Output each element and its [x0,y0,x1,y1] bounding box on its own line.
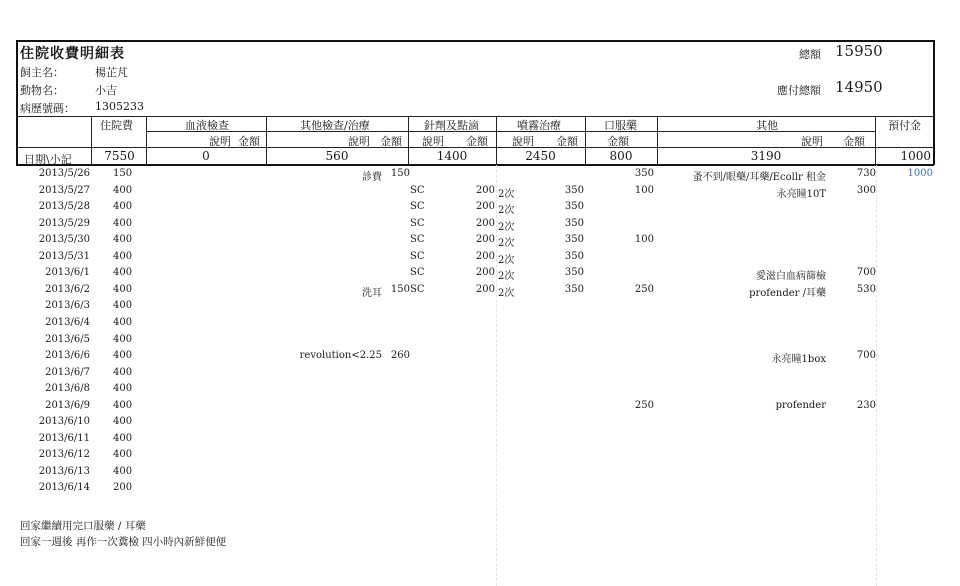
cell-date: 2013/6/6 [45,350,90,362]
subtotal-hosp: 7550 [104,149,135,163]
cell-ne-d: 2次 [498,254,515,266]
cell-in-a: 200 [475,217,495,229]
cell-hosp: 400 [113,416,133,428]
cell-date: 2013/6/10 [38,416,90,428]
cell-date: 2013/6/5 [45,333,90,345]
pet-name: 小吉 [95,84,117,97]
total-value: 15950 [835,42,883,60]
cell-in-d: SC [410,217,425,229]
col-blood-amount: 金額 [238,135,260,148]
cell-mi-d: profender [775,399,826,411]
col-inj-amount: 金額 [466,135,488,148]
payable-label: 應付總額 [777,84,821,97]
cell-mi-d: 永亮瞳10T [776,188,826,200]
cell-ne-a: 350 [564,283,584,295]
cell-ne-a: 350 [564,234,584,246]
subtotal-blood: 0 [202,149,210,163]
cell-hosp: 400 [113,300,133,312]
subtotal-other-exam: 560 [325,149,349,163]
cell-ex-d: 洗耳 [362,287,382,299]
total-label: 總額 [799,48,821,61]
page-title: 住院收費明細表 [20,46,125,62]
cell-hosp: 400 [113,465,133,477]
cell-oral: 100 [634,234,654,246]
cell-mi-d: 蚤不到/眼藥/耳藥/Ecollr 租金 [692,172,826,183]
cell-in-d: SC [410,201,425,213]
cell-ne-d: 2次 [498,287,515,299]
cell-date: 2013/6/1 [45,267,90,279]
pet-label: 動物名： [20,84,64,97]
col-misc: 其他 [756,119,778,132]
col-inj: 針劑及點滴 [424,119,479,132]
cell-in-a: 200 [475,201,495,213]
cell-in-d: SC [410,283,425,295]
cell-mi-d: 永亮瞳1box [771,354,826,366]
cell-ne-d: 2次 [498,238,515,250]
cell-mi-a: 730 [856,168,876,179]
cell-in-a: 200 [475,250,495,262]
cell-ne-a: 350 [564,267,584,279]
col-other-exam: 其他檢查/治療 [300,119,370,132]
cell-ex-d: 診費 [362,172,382,183]
col-other-amount: 金額 [380,135,402,148]
cell-in-d: SC [410,250,425,262]
cell-date: 2013/5/27 [38,184,90,196]
cell-ne-d: 2次 [498,205,515,217]
cell-hosp: 400 [113,184,133,196]
cell-ne-a: 350 [564,217,584,229]
cell-date: 2013/6/9 [45,399,90,411]
cell-ex-a: 150 [390,283,410,295]
cell-date: 2013/5/28 [38,201,90,213]
cell-hosp: 400 [113,350,133,362]
cell-date: 2013/6/12 [38,449,90,461]
cell-mi-a: 700 [856,267,876,279]
col-inj-desc: 說明 [422,135,444,148]
owner-name: 楊芷芃 [95,66,128,79]
col-neb: 噴霧治療 [517,119,561,132]
col-neb-desc: 說明 [512,135,534,148]
cell-mi-d: 愛滋白血病篩檢 [756,271,826,283]
cell-in-d: SC [410,234,425,246]
cell-hosp: 400 [113,432,133,444]
cell-in-a: 200 [475,267,495,279]
cell-date: 2013/5/30 [38,234,90,246]
cell-hosp: 400 [113,366,133,378]
cell-date: 2013/6/13 [38,465,90,477]
cell-pre: 1000 [907,168,933,179]
cell-ne-d: 2次 [498,188,515,200]
cell-date: 2013/6/4 [45,316,90,328]
cell-mi-d: profender /耳藥 [749,287,826,299]
col-misc-desc: 說明 [801,135,823,148]
cell-hosp: 400 [113,201,133,213]
cell-date: 2013/5/29 [38,217,90,229]
cell-ex-d: revolution<2.25 [299,350,382,362]
cell-oral: 100 [634,184,654,196]
cell-hosp: 150 [113,168,133,179]
payable-value: 14950 [835,78,883,96]
subtotal-misc: 3190 [750,149,782,163]
cell-date: 2013/6/14 [38,482,90,494]
col-blood-desc: 說明 [209,135,231,148]
subtotal-neb: 2450 [525,149,556,163]
cell-in-d: SC [410,184,425,196]
cell-mi-a: 230 [856,399,876,411]
cell-oral: 250 [634,283,654,295]
cell-date: 2013/6/2 [45,283,90,295]
subtotal-inj: 1400 [436,149,468,163]
cell-hosp: 400 [113,234,133,246]
col-neb-amount: 金額 [556,135,578,148]
cell-date: 2013/6/11 [38,432,90,444]
cell-hosp: 400 [113,267,133,279]
cell-ne-a: 350 [564,201,584,213]
cell-hosp: 400 [113,283,133,295]
record-label: 病歷號碼： [20,102,75,115]
owner-label: 飼主名： [20,66,64,79]
col-prepaid: 預付金 [888,119,921,132]
col-oral-amount: 金額 [607,135,629,148]
cell-hosp: 400 [113,383,133,395]
date-subtotal-label: 日期\小記 [24,153,72,166]
subtotal-oral: 800 [609,149,633,163]
col-other-desc: 說明 [348,135,370,148]
cell-ne-d: 2次 [498,221,515,233]
cell-hosp: 400 [113,316,133,328]
cell-date: 2013/6/8 [45,383,90,395]
cell-oral: 250 [634,399,654,411]
cell-ex-a: 150 [390,168,410,179]
cell-hosp: 400 [113,250,133,262]
cell-date: 2013/6/7 [45,366,90,378]
col-misc-amount: 金額 [843,135,865,148]
cell-oral: 350 [634,168,654,179]
subtotal-prepaid: 1000 [900,149,931,163]
cell-in-d: SC [410,267,425,279]
cell-hosp: 200 [113,482,133,494]
cell-in-a: 200 [475,234,495,246]
cell-in-a: 200 [475,184,495,196]
cell-date: 2013/5/31 [38,250,90,262]
cell-hosp: 400 [113,217,133,229]
col-blood: 血液檢查 [185,119,229,132]
cell-mi-a: 700 [856,350,876,362]
note-line: 回家繼續用完口服藥 / 耳藥 [20,520,146,532]
record-number: 1305233 [95,100,144,113]
cell-hosp: 400 [113,399,133,411]
cell-date: 2013/5/26 [38,168,90,179]
cell-hosp: 400 [113,333,133,345]
cell-ex-a: 260 [390,350,410,362]
cell-ne-a: 350 [564,184,584,196]
cell-ne-d: 2次 [498,271,515,283]
cell-mi-a: 300 [856,184,876,196]
note-line: 回家一週後 再作一次糞檢 四小時內新鮮便便 [20,536,227,548]
cell-in-a: 200 [475,283,495,295]
cell-ne-a: 350 [564,250,584,262]
col-oral: 口服藥 [604,119,637,132]
cell-hosp: 400 [113,449,133,461]
cell-date: 2013/6/3 [45,300,90,312]
col-hosp: 住院費 [100,119,133,132]
cell-mi-a: 530 [856,283,876,295]
